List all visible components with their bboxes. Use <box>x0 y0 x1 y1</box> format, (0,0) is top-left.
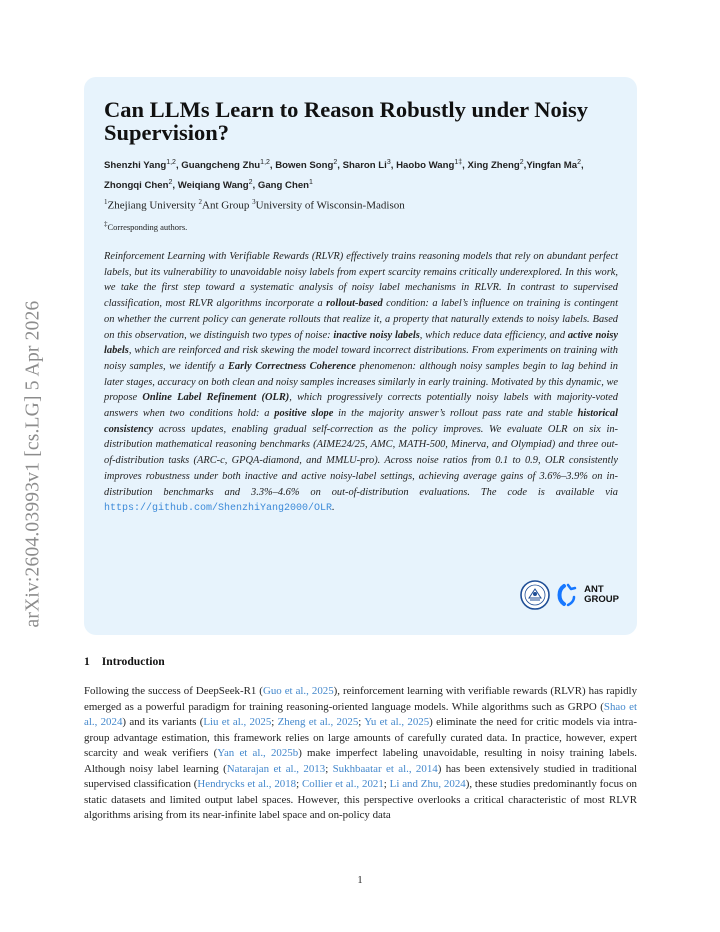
intro-text: ) eliminate the need for critic models via intra-group advantage estimation, this framework relies on large amounts of carefully curated data. In practice, however, expert scarcity and weak verifiers ( <box>84 716 637 759</box>
author-name: Yingfan Ma <box>526 160 578 172</box>
author-separator: , <box>175 160 182 172</box>
author-name: Zhongqi Chen <box>104 180 169 192</box>
author-separator: , <box>269 160 276 172</box>
arxiv-identifier-text: arXiv:2604.03993v1 [cs.LG] 5 Apr 2026 <box>22 300 44 628</box>
corresponding-mark: ‡ <box>104 220 108 228</box>
abstract <box>104 249 618 517</box>
author-separator: , <box>337 160 343 172</box>
citation-link[interactable]: Collier et al., 2021 <box>302 778 384 790</box>
author-name: Shenzhi Yang <box>104 160 167 172</box>
ant-group-logo-icon <box>556 582 578 608</box>
author-name: Bowen Song <box>275 160 334 172</box>
intro-text: ), these studies predominantly focus on static datasets and limited output label spaces. However, this perspective overlooks a critical characteristic of most RLVR algorithms arising from its near-infinite label space and on-policy data <box>84 778 637 821</box>
citation-link[interactable]: Hendrycks et al., 2018 <box>197 778 297 790</box>
abstract-text: phenomenon: although noisy samples begin to lag behind in later stages, accuracy on both clean and noisy samples increases similarly in early training. Motivated by this dynamic, we propose <box>104 360 618 404</box>
section-title: Introduction <box>101 655 165 668</box>
author-separator: , <box>523 160 527 172</box>
page-number: 1 <box>357 875 363 886</box>
author-affil-mark: 2 <box>168 179 173 187</box>
ant-group-wordmark <box>584 585 619 605</box>
author-name: Weiqiang Wang <box>177 180 249 192</box>
introduction-paragraph <box>84 684 637 824</box>
affiliation-name: University of Wisconsin-Madison <box>255 199 405 212</box>
citation-link[interactable]: Zheng et al., 2025 <box>277 716 359 728</box>
abstract-bold-term: historical consistency <box>104 408 618 435</box>
abstract-text: across updates, enabling gradual self-correction as the policy improves. We evaluate OLR on six in-distribution mathematical reasoning benchmarks (AIME24/25, AMC, MATH-500, Minerva, and Olympiad) and three out-of-distribution tasks (ARC-c, GPQA-diamond, and MMLU-pro). Across noise ratios from 0.1 to 0.9, OLR consistently improves robustness under both inactive and active noisy-label settings, achieving average gains of 3.6%–3.9% on in-distribution benchmarks and 3.3%–4.6% on out-of-distribution evaluations. The code is available via <box>104 423 618 498</box>
section-heading <box>84 655 165 668</box>
author-affil-mark: 2 <box>577 159 582 166</box>
abstract-text: Reinforcement Learning with Verifiable Rewards (RLVR) effectively trains reasoning models that rely on abundant perfect labels, but its vulnerability to unavoidable noisy labels from expert scarcity remains critically underexplored. In this work, we take the first step toward a systematic analysis of noisy label mechanisms in RLVR. In contrast to supervised classification, most RLVR algorithms incorporate a <box>104 251 618 310</box>
header-card <box>84 77 637 635</box>
affiliations <box>104 195 624 213</box>
abstract-text: condition: a label’s influence on training is contingent on whether the current policy can generate rollouts that realize it, a property that naturally extends to noisy labels. Based on this observation, we distinguish two types of noise: <box>104 298 619 341</box>
intro-text: ; <box>271 716 278 728</box>
abstract-bold-term: active noisy labels <box>104 329 618 357</box>
affiliation-mark: 1 <box>104 198 108 206</box>
abstract-text: in the majority answer’s rollout pass rate and stable <box>333 408 578 420</box>
abstract-text: , which reduce data efficiency, and <box>419 329 568 341</box>
affiliation-mark: 3 <box>252 198 256 206</box>
author-separator: , <box>172 180 178 192</box>
author-affil-mark: 2 <box>519 159 524 166</box>
author-separator: , <box>252 180 258 192</box>
logo-row <box>520 580 619 610</box>
intro-text: ; <box>296 778 302 790</box>
intro-text: ; <box>325 762 333 775</box>
author-name: Guangcheng Zhu <box>181 160 261 172</box>
affiliation-mark: 2 <box>198 198 203 206</box>
citation-link[interactable]: Li and Zhu, 2024 <box>389 778 466 790</box>
paper-title: Can LLMs Learn to Reason Robustly under Noisy Supervision? <box>104 97 589 145</box>
author-list <box>104 154 624 194</box>
author-affil-mark: 1‡ <box>454 159 463 166</box>
author-affil-mark: 1 <box>309 179 313 187</box>
abstract-text: , which progressively corrects potentially noisy labels with majority-voted answers when two conditions hold: a <box>104 392 618 420</box>
intro-text: ; <box>358 716 365 728</box>
abstract-text: . <box>332 502 335 514</box>
affiliation-name: Zhejiang University <box>107 199 199 212</box>
citation-link[interactable]: Shao et al., 2024 <box>84 700 637 728</box>
intro-text: ; <box>383 778 390 790</box>
abstract-bold-term: positive slope <box>274 408 334 420</box>
author-affil-mark: 2 <box>333 159 338 166</box>
corresponding-text: Corresponding authors. <box>107 221 188 232</box>
code-link[interactable]: https://github.com/ShenzhiYang2000/OLR <box>104 503 333 515</box>
citation-link[interactable]: Yan et al., 2025b <box>217 747 299 759</box>
author-affil-mark: 2 <box>248 179 253 187</box>
author-separator: , <box>390 160 397 172</box>
abstract-text: , which are reinforced and risk skewing the model toward incorrect distributions. From experiments on training with noisy samples, we identify a <box>104 345 618 372</box>
author-separator: , <box>581 160 584 172</box>
author-affil-mark: 1,2 <box>166 159 176 166</box>
abstract-bold-term: inactive noisy labels <box>333 329 420 341</box>
author-name: Haobo Wang <box>396 160 455 172</box>
intro-text: ), reinforcement learning with verifiable rewards (RLVR) has rapidly emerged as a powerful paradigm for training reasoning-oriented language models. While algorithms such as GRPO ( <box>84 685 638 713</box>
intro-text: Following the success of DeepSeek-R1 ( <box>84 685 263 697</box>
author-affil-mark: 3 <box>386 159 391 166</box>
author-name: Sharon Li <box>342 160 387 172</box>
abstract-bold-term: Early Correctness Coherence <box>227 360 356 372</box>
citation-link[interactable]: Guo et al., 2025 <box>262 685 334 697</box>
citation-link[interactable]: Liu et al., 2025 <box>203 716 272 728</box>
corresponding-note <box>104 218 624 233</box>
abstract-bold-term: Online Label Refinement (OLR) <box>142 392 290 404</box>
citation-link[interactable]: Natarajan et al., 2013 <box>226 762 326 775</box>
affiliation-name: Ant Group <box>202 199 253 212</box>
ant-wordmark-line2: GROUP <box>584 594 619 605</box>
author-affil-mark: 1,2 <box>260 159 270 166</box>
author-name: Gang Chen <box>257 180 310 192</box>
author-separator: , <box>462 160 468 172</box>
arxiv-identifier <box>12 264 54 664</box>
intro-text: ) and its variants ( <box>122 716 204 728</box>
citation-link[interactable]: Sukhbaatar et al., 2014 <box>332 762 438 775</box>
intro-text: ) has been extensively studied in traditional supervised classification ( <box>84 762 638 790</box>
citation-link[interactable]: Yu et al., 2025 <box>364 716 430 728</box>
ant-wordmark-line1: ANT <box>584 584 604 595</box>
author-name: Xing Zheng <box>467 160 520 172</box>
abstract-bold-term: rollout-based <box>326 298 383 310</box>
intro-text: ) make imperfect labeling unavoidable, resulting in noisy training labels. Although noisy label learning ( <box>84 747 637 775</box>
section-number: 1 <box>84 655 90 668</box>
zju-seal-icon <box>520 580 550 610</box>
